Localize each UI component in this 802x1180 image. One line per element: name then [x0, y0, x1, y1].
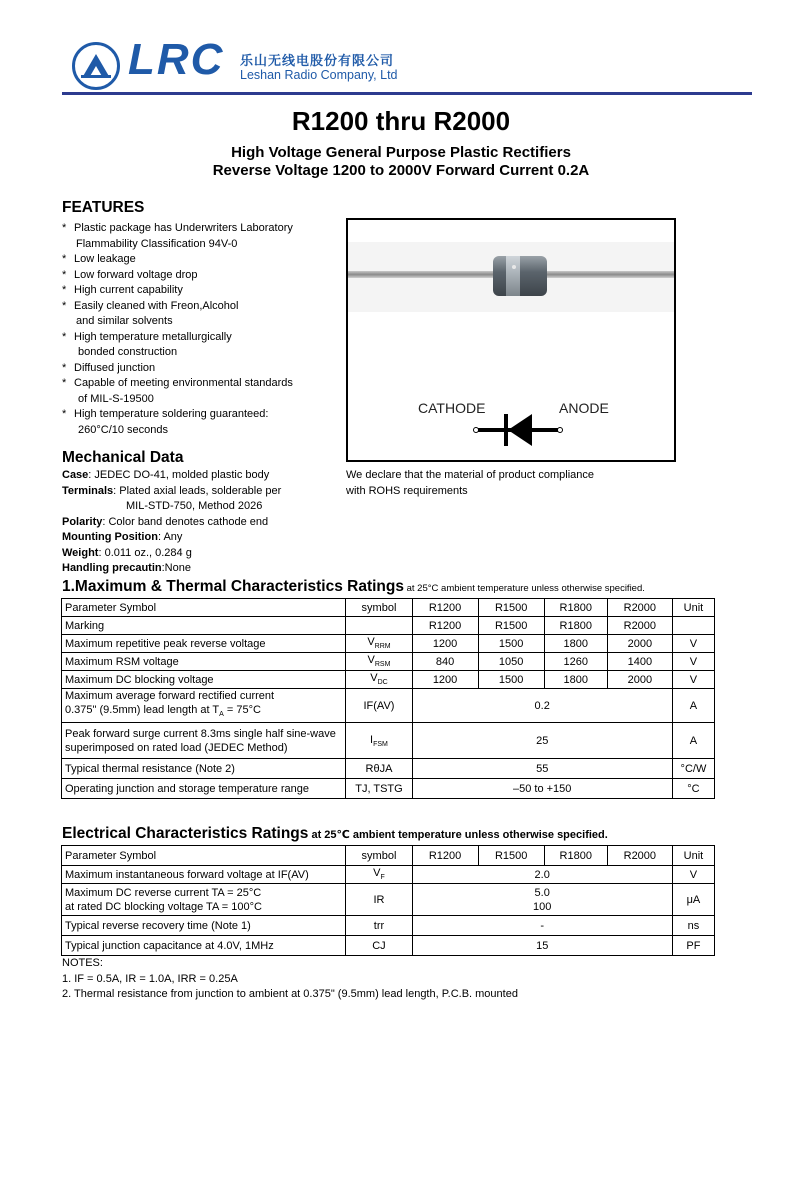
table-row: Marking R1200 R1500 R1800 R2000	[62, 617, 715, 635]
feature-item: * High current capability	[62, 284, 183, 296]
table-row: Maximum average forward rectified current 0.375" (9.5mm) lead length at $T_A = 75^\circ C$ IF(AV) 0.2 A	[62, 689, 715, 723]
mech-weight: Weight: 0.011 oz., 0.284 g	[62, 546, 192, 559]
feature-item: * Low forward voltage drop	[62, 268, 198, 281]
table-row: Maximum DC blocking voltage $V_{DC}$ 1200 1500 1800 2000 V	[62, 671, 715, 689]
feature-item: * High temperature soldering guaranteed: 260°C/10 seconds	[62, 408, 269, 436]
feature-item: * Easily cleaned with Freon,Alcohol and similar solvents	[62, 299, 239, 327]
table-row: Maximum repetitive peak reverse voltage $V_{RRM}$ 1200 1500 1800 2000 V	[62, 635, 715, 653]
max-ratings-table	[61, 598, 715, 799]
table-row: Typical junction capacitance at 4.0V, 1MHz CJ 15 PF	[62, 936, 715, 956]
company-name-en: Leshan Radio Company, Ltd	[240, 68, 398, 82]
table-row: Maximum RSM voltage $V_{RSM}$ 840 1050 1260 1400 V	[62, 653, 715, 671]
feature-item: * Plastic package has Underwriters Laboratory Flammability Classification 94V-0	[62, 222, 293, 250]
rohs-statement: We declare that the material of product compliance with ROHS requirements	[346, 469, 595, 497]
company-name-cn: 乐山无线电股份有限公司	[240, 53, 395, 68]
mech-terminals: Terminals: Plated axial leads, solderable per	[62, 484, 282, 497]
mech-case: Case: JEDEC DO-41, molded plastic body	[62, 469, 270, 481]
feature-item: * High temperature metallurgically bonded construction	[62, 330, 232, 358]
table1-title: 1.Maximum & Thermal Characteristics Ratings at 25°C ambient temperature unless otherwise specified.	[62, 578, 645, 595]
mech-polarity: Polarity: Color band denotes cathode end	[62, 515, 269, 528]
logo-emblem-icon	[75, 45, 117, 87]
note-item: 2. Thermal resistance from junction to ambient at 0.375" (9.5mm) lead length, P.C.B. mounted	[62, 988, 518, 1000]
mechanical-heading: Mechanical Data	[62, 449, 184, 466]
mech-mounting: Mounting Position: Any	[62, 531, 183, 543]
document-title: R1200 thru R2000	[291, 106, 511, 136]
table-row: Operating junction and storage temperature range TJ, TSTG –50 to +150 °C	[62, 779, 715, 799]
company-logo-text: LRC	[128, 35, 225, 84]
table-row: Typical thermal resistance (Note 2) RθJA 55 °C/W	[62, 759, 715, 779]
table-row: Maximum DC reverse current TA = 25°C at rated DC blocking voltage TA = 100°C IR 5.0 100 μA	[62, 884, 715, 916]
mech-handling: Handling precautin:None	[62, 562, 191, 574]
product-image-box	[346, 218, 676, 462]
feature-item: * Capable of meeting environmental standards of MIL-S-19500	[62, 377, 293, 405]
table-row: Typical reverse recovery time (Note 1) trr - ns	[62, 916, 715, 936]
anode-label: ANODE	[559, 400, 609, 416]
electrical-ratings-table	[61, 845, 715, 956]
mechanical-data	[62, 468, 352, 577]
document-subtitle-ratings: Reverse Voltage 1200 to 2000V Forward Current 0.2A	[212, 162, 590, 179]
feature-item: * Diffused junction	[62, 361, 156, 374]
features-heading: FEATURES	[62, 199, 145, 216]
feature-item: * Low leakage	[62, 253, 136, 265]
document-subtitle: High Voltage General Purpose Plastic Rectifiers	[231, 144, 571, 161]
table2-title: Electrical Characteristics Ratings at 25℃ ambient temperature unless otherwise specified.	[62, 825, 608, 842]
table-header-row: Parameter Symbol symbol R1200 R1500 R1800 R2000 Unit	[62, 599, 715, 617]
notes-heading: NOTES:	[62, 957, 103, 969]
notes	[62, 956, 762, 1003]
table-row: Maximum instantaneous forward voltage at IF(AV) $V_F$ 2.0 V	[62, 866, 715, 884]
features-list	[62, 221, 332, 438]
diode-symbol-icon	[468, 408, 568, 452]
company-logo-emblem	[72, 42, 120, 90]
mech-terminals-cont: MIL-STD-750, Method 2026	[126, 500, 263, 512]
table-header-row: Parameter Symbol symbol R1200 R1500 R1800 R2000 Unit	[62, 846, 715, 866]
cathode-label: CATHODE	[418, 400, 486, 416]
table-row: Peak forward surge current 8.3ms single half sine-wave superimposed on rated load (JEDEC Method) $I_{FSM}$ 25 A	[62, 723, 715, 759]
note-item: 1. IF = 0.5A, IR = 1.0A, IRR = 0.25A	[62, 972, 238, 985]
header-divider	[62, 92, 752, 95]
